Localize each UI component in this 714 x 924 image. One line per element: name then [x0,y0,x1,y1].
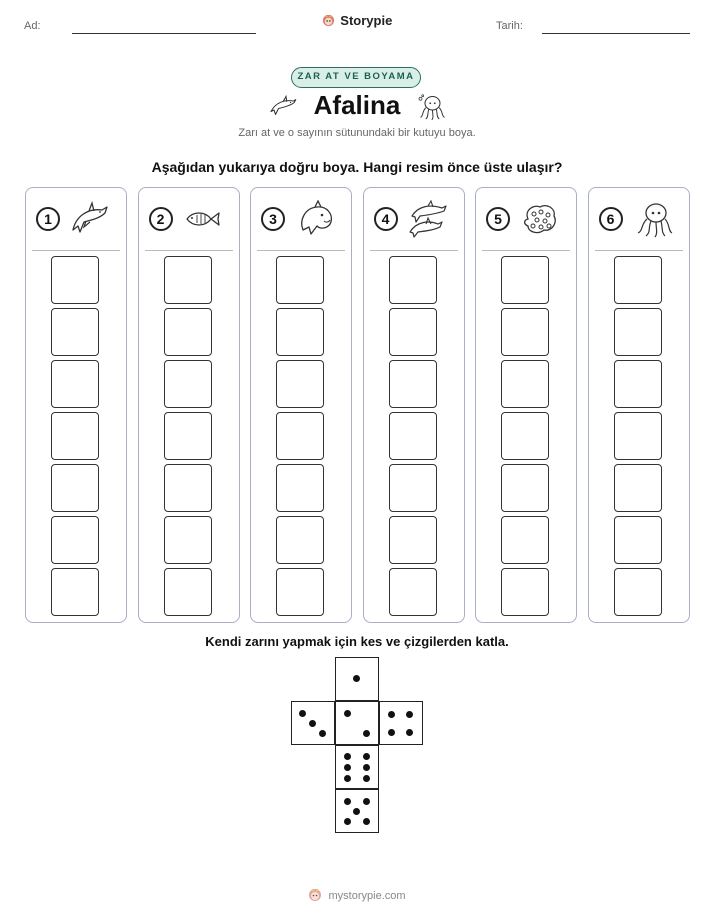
column-divider [370,250,458,251]
column-number: 3 [261,207,285,231]
activity-badge: ZAR AT VE BOYAMA [291,67,421,88]
column-header [589,188,689,250]
brand-name: Storypie [340,13,393,28]
coloring-box[interactable] [276,412,324,460]
coloring-box[interactable] [276,568,324,616]
coloring-box[interactable] [614,308,662,356]
column-number: 1 [36,207,60,231]
column-3 [250,187,352,623]
storypie-logo-icon [308,888,322,902]
coloring-box[interactable] [389,360,437,408]
footer [0,888,714,902]
coloring-box[interactable] [164,412,212,460]
die-face-3 [291,701,335,745]
coloring-box[interactable] [614,256,662,304]
dolphin-icon [70,200,110,238]
die-pip [344,753,351,760]
coloring-instruction: Aşağıdan yukarıya doğru boya. Hangi resim önce üste ulaşır? [151,159,563,175]
date-label: Tarih: [496,20,523,32]
die-face-6 [335,745,379,789]
column-divider [595,250,683,251]
die-pip [344,775,351,782]
coloring-box[interactable] [501,360,549,408]
coloring-box[interactable] [276,464,324,512]
column-number: 2 [149,207,173,231]
column-divider [145,250,233,251]
column-2 [138,187,240,623]
die-pip [406,711,413,718]
die-pip [319,730,326,737]
column-1 [25,187,127,623]
die-pip [344,764,351,771]
coloring-box[interactable] [501,256,549,304]
coloring-box[interactable] [276,256,324,304]
coloring-box[interactable] [389,516,437,564]
column-divider [32,250,120,251]
die-pip [309,720,316,727]
coloring-box[interactable] [389,412,437,460]
coloring-box[interactable] [614,360,662,408]
coloring-box[interactable] [51,360,99,408]
fish-icon [183,200,223,238]
coloring-box[interactable] [389,568,437,616]
octopus-icon [416,92,446,122]
die-pip [299,710,306,717]
coloring-box[interactable] [614,412,662,460]
coloring-box[interactable] [51,308,99,356]
column-5 [475,187,577,623]
coloring-box[interactable] [164,360,212,408]
die-face-1 [335,657,379,701]
die-pip [353,808,360,815]
coloring-box[interactable] [164,516,212,564]
column-header [364,188,464,250]
die-pip [353,675,360,682]
column-header [251,188,351,250]
coloring-box[interactable] [276,516,324,564]
coloring-box[interactable] [614,568,662,616]
die-face-2 [335,701,379,745]
die-pip [363,753,370,760]
die-pip [388,711,395,718]
subtitle: Zarı at ve o sayının sütunundaki bir kutuyu boya. [238,127,476,139]
column-4 [363,187,465,623]
column-number: 4 [374,207,398,231]
brand [0,13,714,28]
die-instruction: Kendi zarını yapmak için kes ve çizgilerden katla. [205,634,509,649]
die-pip [344,710,351,717]
coloring-box[interactable] [501,412,549,460]
coloring-box[interactable] [51,568,99,616]
footer-url[interactable]: mystorypie.com [328,890,406,902]
coloring-box[interactable] [164,568,212,616]
coloring-box[interactable] [501,568,549,616]
coloring-box[interactable] [164,464,212,512]
column-header [26,188,126,250]
octopus-icon [633,200,673,238]
coloring-box[interactable] [614,516,662,564]
coloring-box[interactable] [51,464,99,512]
die-pip [363,798,370,805]
column-header [139,188,239,250]
column-6 [588,187,690,623]
column-divider [257,250,345,251]
name-line[interactable] [72,33,256,34]
coloring-box[interactable] [501,464,549,512]
die-face-4 [379,701,423,745]
die-pip [363,818,370,825]
die-pip [363,775,370,782]
die-pip [388,729,395,736]
column-number: 5 [486,207,510,231]
column-divider [482,250,570,251]
coloring-box[interactable] [276,360,324,408]
die-pip [344,798,351,805]
coloring-box[interactable] [389,464,437,512]
date-line[interactable] [542,33,690,34]
die-pip [406,729,413,736]
coloring-box[interactable] [276,308,324,356]
page-title: Afalina [313,90,401,120]
coloring-box[interactable] [501,308,549,356]
coloring-box[interactable] [614,464,662,512]
die-pip [363,764,370,771]
coloring-box[interactable] [501,516,549,564]
die-pip [344,818,351,825]
name-label: Ad: [24,20,41,32]
die-pip [363,730,370,737]
coloring-box[interactable] [389,256,437,304]
die-face-5 [335,789,379,833]
coloring-box[interactable] [51,412,99,460]
column-header [476,188,576,250]
coloring-box[interactable] [51,256,99,304]
column-number: 6 [599,207,623,231]
coloring-box[interactable] [164,256,212,304]
storypie-logo-icon [322,14,335,27]
coloring-box[interactable] [389,308,437,356]
coloring-box[interactable] [164,308,212,356]
coloring-box[interactable] [51,516,99,564]
dolphin-pod-icon [408,200,448,238]
smiling-dolphin-icon [295,200,335,238]
coral-icon [520,200,560,238]
